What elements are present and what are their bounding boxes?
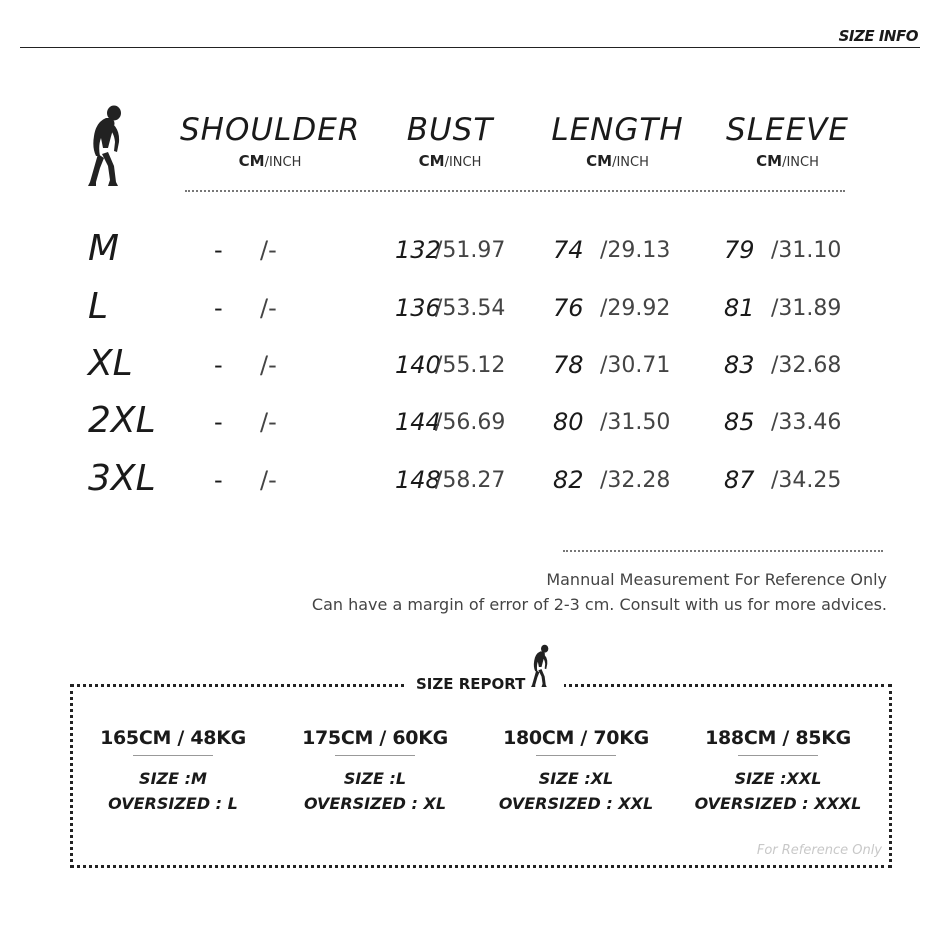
report-person xyxy=(280,727,470,816)
column-unit xyxy=(540,152,695,170)
length-cm: 80 xyxy=(553,408,584,436)
oversized-value: OVERSIZED : XXXL xyxy=(694,794,862,813)
table-row xyxy=(0,228,950,278)
shoulder-cm: - xyxy=(214,351,223,379)
column-header-sleeve xyxy=(715,112,860,170)
unit-cm: CM xyxy=(238,152,265,170)
measurement-note: Mannual Measurement For Reference Only xyxy=(546,570,887,589)
oversized-value: OVERSIZED : XL xyxy=(303,794,447,813)
bust-inch: /55.12 xyxy=(435,353,506,378)
header-divider xyxy=(20,47,920,48)
page-title: SIZE INFO xyxy=(838,27,918,45)
shoulder-inch: /- xyxy=(260,236,277,264)
table-row xyxy=(0,458,950,508)
size-label: 2XL xyxy=(88,400,156,441)
bust-inch: /56.69 xyxy=(435,410,506,435)
sleeve-cm: 85 xyxy=(724,408,755,436)
shoulder-inch: /- xyxy=(260,294,277,322)
divider xyxy=(738,755,818,756)
column-name: LENGTH xyxy=(551,112,684,148)
length-inch: /29.13 xyxy=(600,238,671,263)
length-inch: /31.50 xyxy=(600,410,671,435)
bust-cm: 144 xyxy=(395,408,441,436)
bust-inch: /58.27 xyxy=(435,468,506,493)
report-person xyxy=(481,727,671,816)
divider xyxy=(536,755,616,756)
length-inch: /29.92 xyxy=(600,296,671,321)
unit-inch: /INCH xyxy=(444,155,482,170)
notes-dotted-divider xyxy=(563,550,883,552)
sleeve-cm: 81 xyxy=(724,294,755,322)
shoulder-cm: - xyxy=(214,466,223,494)
reference-note: For Reference Only xyxy=(756,843,882,858)
column-header-bust xyxy=(380,112,520,170)
column-name: BUST xyxy=(406,112,494,148)
column-name: SHOULDER xyxy=(180,112,361,148)
size-label: L xyxy=(88,286,109,327)
header-dotted-divider xyxy=(185,190,845,192)
length-inch: /32.28 xyxy=(600,468,671,493)
sleeve-inch: /32.68 xyxy=(771,353,842,378)
bust-inch: /53.54 xyxy=(435,296,506,321)
shoulder-inch: /- xyxy=(260,408,277,436)
margin-note: Can have a margin of error of 2-3 cm. Consult with us for more advices. xyxy=(311,595,887,614)
report-person xyxy=(683,727,873,816)
sleeve-inch: /31.89 xyxy=(771,296,842,321)
unit-inch: /INCH xyxy=(612,155,649,170)
oversized-value: OVERSIZED : L xyxy=(108,794,238,813)
size-label: 3XL xyxy=(88,458,156,499)
sleeve-cm: 79 xyxy=(724,236,755,264)
bust-cm: 136 xyxy=(395,294,441,322)
length-cm: 76 xyxy=(553,294,584,322)
sleeve-inch: /34.25 xyxy=(771,468,842,493)
column-unit xyxy=(715,152,860,170)
height-weight: 175CM / 60KG xyxy=(302,727,448,749)
size-value: SIZE :M xyxy=(139,769,207,788)
length-cm: 82 xyxy=(553,466,584,494)
bust-cm: 140 xyxy=(395,351,441,379)
shoulder-cm: - xyxy=(214,236,223,264)
length-cm: 78 xyxy=(553,351,584,379)
table-row xyxy=(0,400,950,450)
size-label: XL xyxy=(88,343,133,384)
size-value: SIZE :L xyxy=(343,769,407,788)
sleeve-cm: 87 xyxy=(724,466,755,494)
column-unit xyxy=(180,152,360,170)
bust-inch: /51.97 xyxy=(435,238,506,263)
length-cm: 74 xyxy=(553,236,584,264)
shoulder-inch: /- xyxy=(260,466,277,494)
divider xyxy=(133,755,213,756)
divider xyxy=(335,755,415,756)
shoulder-inch: /- xyxy=(260,351,277,379)
height-weight: 165CM / 48KG xyxy=(100,727,246,749)
column-name: SLEEVE xyxy=(726,112,849,148)
size-report-title: SIZE REPORT xyxy=(416,675,526,693)
height-weight: 188CM / 85KG xyxy=(705,727,851,749)
walking-figure-icon xyxy=(86,104,128,188)
unit-inch: /INCH xyxy=(264,155,302,170)
bust-cm: 148 xyxy=(395,466,441,494)
column-header-length xyxy=(540,112,695,170)
size-value: SIZE :XL xyxy=(538,769,614,788)
table-row xyxy=(0,286,950,336)
height-weight: 180CM / 70KG xyxy=(503,727,649,749)
unit-cm: CM xyxy=(586,152,613,170)
sleeve-inch: /33.46 xyxy=(771,410,842,435)
column-header-shoulder xyxy=(180,112,360,170)
unit-inch: /INCH xyxy=(782,155,819,170)
column-unit xyxy=(380,152,520,170)
shoulder-cm: - xyxy=(214,408,223,436)
size-value: SIZE :XXL xyxy=(734,769,822,788)
unit-cm: CM xyxy=(756,152,783,170)
unit-cm: CM xyxy=(418,152,445,170)
size-label: M xyxy=(88,228,120,269)
shoulder-cm: - xyxy=(214,294,223,322)
table-row xyxy=(0,343,950,393)
bust-cm: 132 xyxy=(395,236,441,264)
oversized-value: OVERSIZED : XXL xyxy=(498,794,654,813)
report-person xyxy=(78,727,268,816)
length-inch: /30.71 xyxy=(600,353,671,378)
sleeve-inch: /31.10 xyxy=(771,238,842,263)
walking-figure-icon xyxy=(530,643,552,689)
sleeve-cm: 83 xyxy=(724,351,755,379)
